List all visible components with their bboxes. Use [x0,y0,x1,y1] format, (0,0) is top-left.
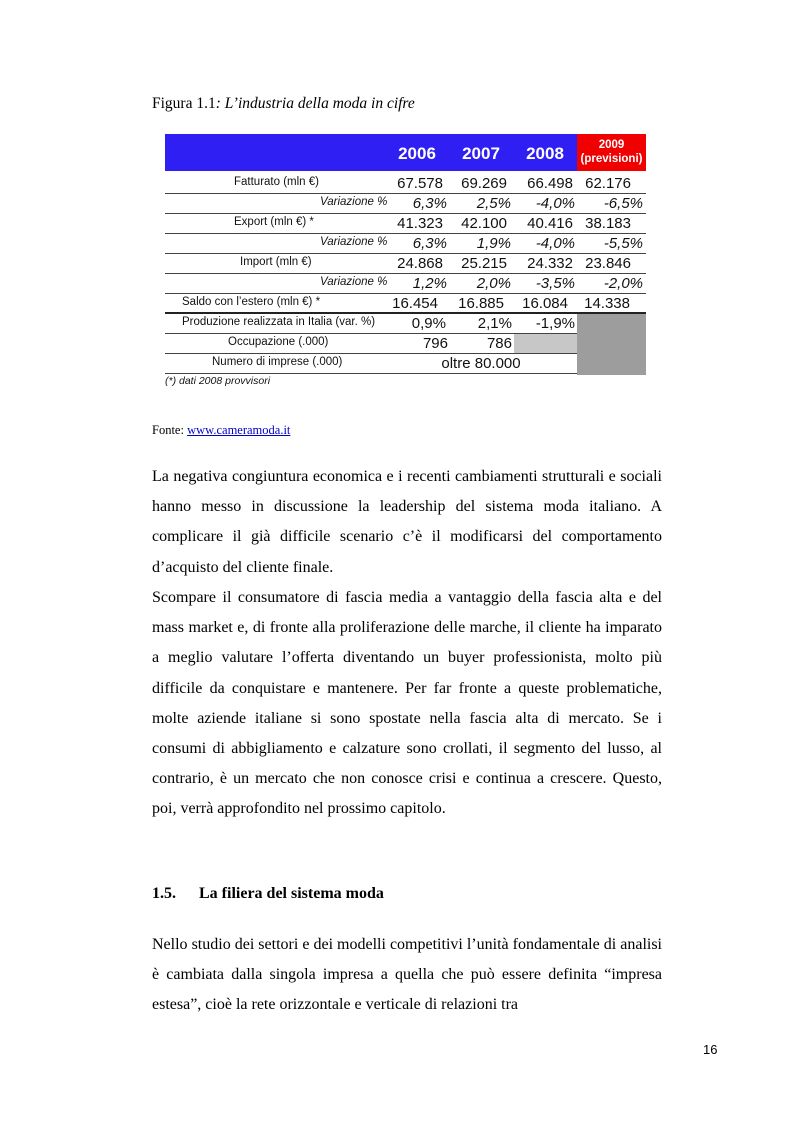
table-footnote: (*) dati 2008 provvisori [165,375,271,387]
table-row [165,314,646,334]
table-row [165,274,646,294]
table-row [165,254,646,274]
value-cell: 2,0% [476,275,511,292]
year-2006-header: 2006 [398,144,436,163]
value-cell: -4,0% [535,195,575,212]
paragraph: Scompare il consumatore di fascia media a vantaggio della fascia alta e del mass market e, di fronte alla proliferazione delle marche, il cliente ha imparato a meglio valutare l’offerta diventando un buyer professionista, molto più difficile da conquistare e mantenere. Per far fronte a queste problematiche, molte aziende italiane si sono spostate nella fascia alta di mercato. Se i consumi di abbigliamento e calzature sono crollati, il segmento del lusso, al contrario, è un mercato che non conosce crisi e continua a crescere. Questo, poi, verrà approfondito nel prossimo capitolo. [152,589,662,818]
value-cell: 62.176 [585,175,631,192]
value-cell: 796 [422,335,448,352]
value-cell: 66.498 [527,175,573,192]
value-cell: 69.269 [461,175,507,192]
table-row [165,334,646,354]
value-cell: 40.416 [527,215,573,232]
value-cell: 42.100 [461,215,507,232]
row-label: Variazione % [320,276,388,288]
value-cell: -6,5% [603,195,643,212]
value-cell: 1,2% [412,275,447,292]
value-cell: 14.338 [584,295,630,312]
table-row [165,294,646,314]
row-label: Fatturato (mln €) [234,176,319,188]
value-cell: 25.215 [461,255,507,272]
caption-prefix: Figura 1.1 [152,95,216,112]
value-cell: 2,5% [476,195,511,212]
value-cell: 41.323 [397,215,443,232]
table-row [165,354,646,374]
row-label: Variazione % [320,236,388,248]
value-cell: 24.332 [527,255,573,272]
paragraph: La negativa congiuntura economica e i recenti cambiamenti strutturali e sociali hanno messo in discussione la leadership del sistema moda italiano. A complicare il già difficile scenario c’è il modificarsi del comportamento d’acquisto del cliente finale. [152,468,662,576]
value-cell: 16.885 [458,295,504,312]
value-cell: 6,3% [412,195,447,212]
forecast-note: (previsioni) [580,153,643,165]
value-cell: 23.846 [585,255,631,272]
paragraph: Nello studio dei settori e dei modelli competitivi l’unità fondamentale di analisi è cambiata dalla singola impresa a quella che può essere definita “impresa estesa”, cioè la rete orizzontale e verticale di relazioni tra [152,936,662,1014]
value-cell: 38.183 [585,215,631,232]
row-label: Variazione % [320,196,388,208]
section-number: 1.5. [152,885,176,902]
value-cell: -5,5% [603,235,643,252]
source-link[interactable]: www.cameramoda.it [187,423,291,437]
row-label: Produzione realizzata in Italia (var. %) [182,316,376,328]
table-row [165,194,646,214]
row-label: Occupazione (.000) [228,336,329,348]
section-heading [152,885,384,903]
section-title: La filiera del sistema moda [199,885,384,902]
caption-title: : L’industria della moda in cifre [215,95,415,112]
value-cell: -3,5% [535,275,575,292]
year-2008-header: 2008 [526,144,564,163]
value-cell: 2,1% [477,315,512,332]
row-divider [165,373,577,374]
value-cell: -1,9% [535,315,575,332]
year-2007-header: 2007 [462,144,500,163]
value-cell: 67.578 [397,175,443,192]
fashion-industry-table [165,134,646,389]
value-cell: 0,9% [411,315,446,332]
value-cell: -2,0% [603,275,643,292]
figure-caption [152,95,415,113]
figure-source [152,423,290,438]
row-label: Import (mln €) [240,256,312,268]
row-label: Export (mln €) * [234,216,314,228]
source-label: Fonte: [152,423,188,437]
value-cell: 16.084 [522,295,568,312]
value-cell: 16.454 [392,295,438,312]
table-row [165,174,646,194]
value-cell: 6,3% [412,235,447,252]
row-label: Saldo con l’estero (mln €) * [182,296,321,308]
value-cell: -4,0% [535,235,575,252]
table-row [165,234,646,254]
table-row [165,214,646,234]
value-cell: 786 [486,335,512,352]
value-cell: 24.868 [397,255,443,272]
row-label: Numero di imprese (.000) [212,356,343,368]
page-number: 16 [703,1042,718,1057]
value-cell: 1,9% [476,235,511,252]
forecast-year: 2009 [598,139,625,151]
value-cell: oltre 80.000 [441,355,521,372]
year-2009-header [577,134,646,171]
